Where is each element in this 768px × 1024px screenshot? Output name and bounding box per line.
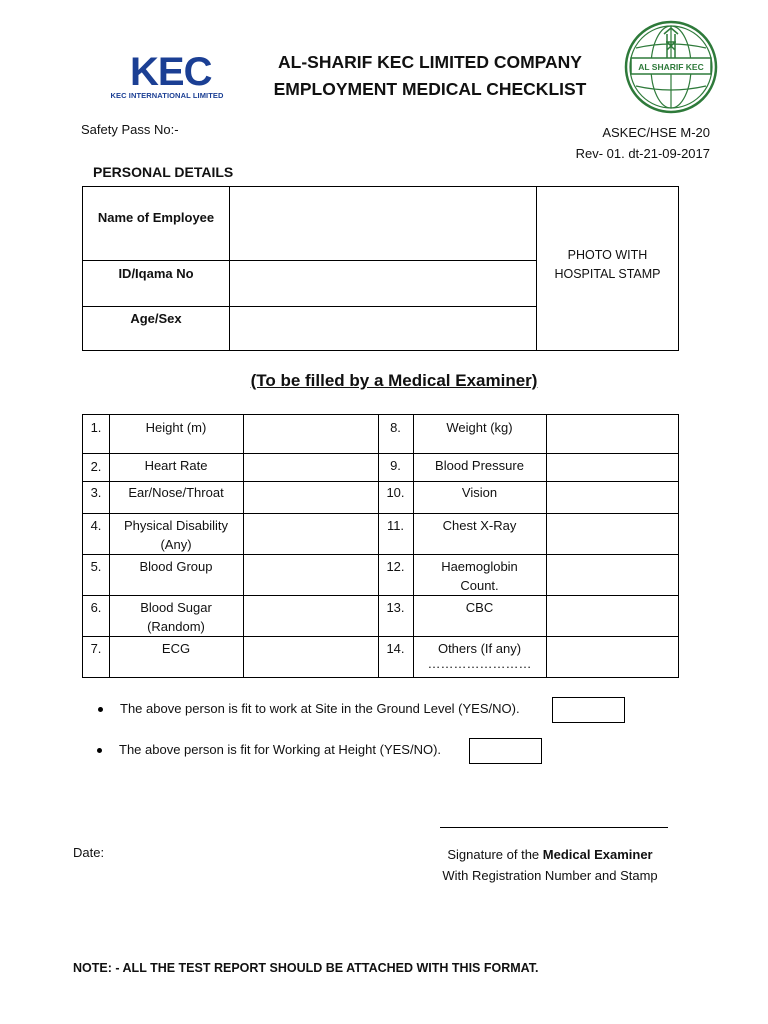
item-number: 5. (90, 559, 102, 574)
result-height-field[interactable] (244, 415, 378, 453)
result-blood-sugar-field[interactable] (244, 596, 378, 636)
test-blood-sugar: Blood Sugar (Random) (140, 600, 212, 634)
date-label: Date: (73, 845, 105, 860)
employee-name-label: Name of Employee (83, 187, 230, 261)
test-blood-pressure: Blood Pressure (435, 458, 524, 473)
item-number: 3. (90, 485, 102, 500)
result-ent-field[interactable] (244, 482, 378, 513)
test-heart-rate: Heart Rate (144, 458, 208, 473)
test-weight: Weight (kg) (446, 420, 513, 435)
item-number: 13. (386, 600, 405, 615)
result-heart-rate-field[interactable] (244, 454, 378, 481)
test-cbc: CBC (465, 600, 494, 615)
personal-details-table (82, 186, 679, 351)
attachment-note: NOTE: - ALL THE TEST REPORT SHOULD BE ATTACHED WITH THIS FORMAT. (73, 961, 539, 975)
test-chest-xray: Chest X-Ray (442, 518, 517, 533)
signature-caption: Signature of the Medical Examiner With Registration Number and Stamp (442, 847, 658, 883)
result-disability-field[interactable] (244, 514, 378, 554)
company-name: AL-SHARIF KEC LIMITED COMPANY (278, 52, 582, 72)
test-height: Height (m) (145, 420, 207, 435)
test-haemoglobin: Haemoglobin Count. (441, 559, 518, 593)
item-number: 14. (386, 641, 405, 656)
test-ecg: ECG (161, 641, 191, 656)
test-blood-group: Blood Group (139, 559, 213, 574)
document-reference (540, 122, 710, 164)
fit-ground-level-answer-box[interactable] (552, 697, 625, 723)
fit-ground-level-statement: The above person is fit to work at Site in the Ground Level (YES/NO). (120, 701, 520, 716)
result-others-field[interactable] (547, 637, 678, 677)
employee-name-field[interactable] (230, 187, 537, 261)
item-number: 9. (390, 458, 401, 473)
id-iqama-label: ID/Iqama No (83, 261, 230, 307)
checklist-title: EMPLOYMENT MEDICAL CHECKLIST (273, 79, 587, 99)
item-number: 2. (90, 459, 102, 474)
result-haemoglobin-field[interactable] (547, 555, 678, 595)
test-others: Others (If any) …………………… (427, 641, 532, 671)
result-blood-group-field[interactable] (244, 555, 378, 595)
test-vision: Vision (461, 485, 498, 500)
fit-height-answer-box[interactable] (469, 738, 542, 764)
item-number: 4. (90, 518, 102, 533)
bullet-icon (97, 748, 102, 753)
safety-pass-label: Safety Pass No:- (81, 122, 179, 137)
item-number: 10. (386, 485, 405, 500)
photo-placeholder: PHOTO WITH HOSPITAL STAMP (554, 248, 661, 281)
kec-logo (104, 50, 230, 104)
revision-date: Rev- 01. dt-21-09-2017 (575, 146, 710, 161)
item-number: 6. (90, 600, 102, 615)
kec-logo-subtext: KEC INTERNATIONAL LIMITED (110, 91, 224, 100)
result-weight-field[interactable] (547, 415, 678, 453)
result-blood-pressure-field[interactable] (547, 454, 678, 481)
document-code: ASKEC/HSE M-20 (602, 125, 710, 140)
test-ear-nose-throat: Ear/Nose/Throat (128, 485, 224, 500)
bullet-icon (98, 707, 103, 712)
medical-checklist-table (82, 414, 679, 678)
document-title (240, 49, 620, 103)
seal-text: AL SHARIF KEC (638, 62, 704, 72)
item-number: 12. (386, 559, 405, 574)
result-cbc-field[interactable] (547, 596, 678, 636)
kec-logo-word: KEC (130, 50, 212, 94)
result-ecg-field[interactable] (244, 637, 378, 677)
result-chest-xray-field[interactable] (547, 514, 678, 554)
result-vision-field[interactable] (547, 482, 678, 513)
item-number: 8. (390, 420, 401, 435)
examiner-heading: (To be filled by a Medical Examiner) (250, 371, 538, 390)
personal-details-heading: PERSONAL DETAILS (93, 164, 234, 180)
al-sharif-kec-seal (624, 20, 718, 114)
test-physical-disability: Physical Disability (Any) (123, 518, 229, 552)
id-iqama-field[interactable] (230, 261, 537, 307)
signature-line (440, 827, 668, 828)
age-sex-field[interactable] (230, 307, 537, 351)
item-number: 11. (386, 518, 405, 533)
fit-height-statement: The above person is fit for Working at Height (YES/NO). (119, 742, 442, 757)
age-sex-label: Age/Sex (83, 307, 230, 351)
item-number: 1. (90, 420, 102, 435)
item-number: 7. (90, 641, 102, 656)
